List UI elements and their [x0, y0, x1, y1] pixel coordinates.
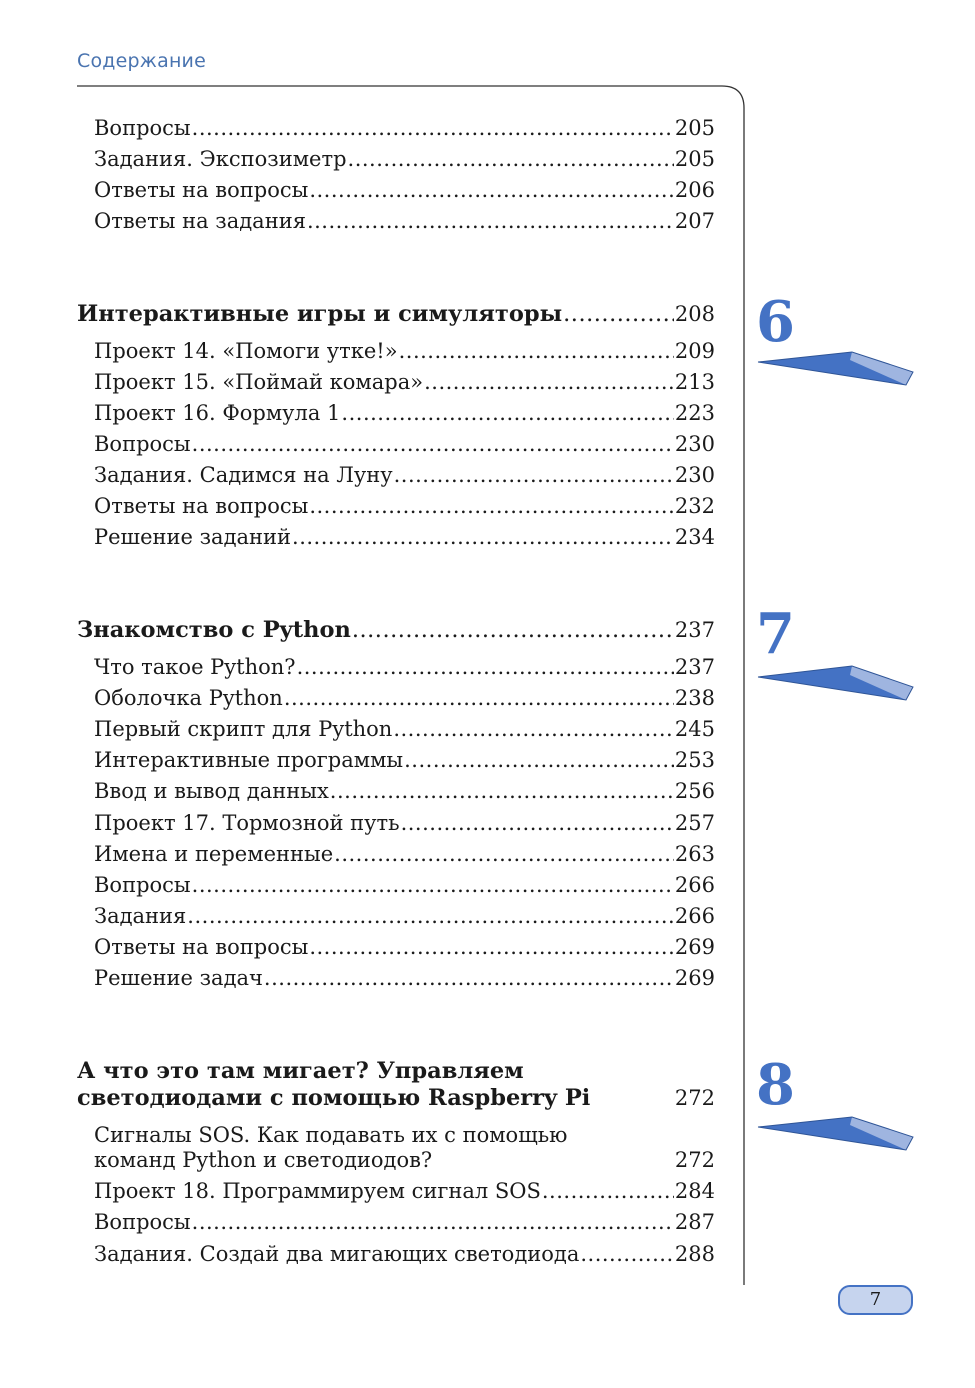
running-header: Содержание	[77, 50, 206, 72]
toc-entry[interactable]: Вопросы ..... 205	[94, 116, 715, 140]
chapter-6-number: 6	[756, 289, 795, 355]
toc-entry[interactable]: Вопросы ..... 266	[94, 873, 715, 897]
toc-entry[interactable]: Задания. Создай два мигающих светодиода ..... 288	[94, 1242, 715, 1266]
chapter-8-number: 8	[756, 1052, 795, 1118]
toc-entry[interactable]: Проект 14. «Помоги утке!» ..... 209	[94, 339, 715, 363]
toc-entry[interactable]: Вопросы ..... 287	[94, 1210, 715, 1234]
toc-entry[interactable]: Проект 18. Программируем сигнал SOS ..... 284	[94, 1179, 715, 1203]
toc-entry[interactable]: Задания. Садимся на Луну ..... 230	[94, 463, 715, 487]
toc-entry[interactable]: Проект 15. «Поймай комара» ..... 213	[94, 370, 715, 394]
chapter-7-number: 7	[756, 601, 795, 667]
chapter-8-heading[interactable]: А что это там мигает? Управляем светодиодами с помощью Raspberry Pi 272	[77, 1058, 715, 1111]
toc-entry[interactable]: Ввод и вывод данных ..... 256	[94, 779, 715, 803]
toc-entry[interactable]: Ответы на задания ..... 207	[94, 209, 715, 233]
toc-entry[interactable]: Имена и переменные ..... 263	[94, 842, 715, 866]
toc-entry[interactable]: Ответы на вопросы ..... 206	[94, 178, 715, 202]
toc-entry[interactable]: Первый скрипт для Python ..... 245	[94, 717, 715, 741]
chapter-tab-8-shape	[758, 1117, 913, 1150]
chapter-6-heading[interactable]: Интерактивные игры и симуляторы ..... 208	[77, 302, 715, 326]
toc-entry[interactable]: Сигналы SOS. Как подавать их с помощью команд Python и светодиодов? 272	[94, 1123, 715, 1172]
toc-entry[interactable]: Задания. Экспозиметр ..... 205	[94, 147, 715, 171]
toc-entry[interactable]: Проект 16. Формула 1 ..... 223	[94, 401, 715, 425]
toc-entry[interactable]: Проект 17. Тормозной путь ..... 257	[94, 811, 715, 835]
chapter-tab-7-shape	[758, 666, 913, 700]
toc-entry[interactable]: Решение заданий ..... 234	[94, 525, 715, 549]
toc-entry[interactable]: Задания ..... 266	[94, 904, 715, 928]
toc-entry[interactable]: Интерактивные программы ..... 253	[94, 748, 715, 772]
toc-entry[interactable]: Оболочка Python ..... 238	[94, 686, 715, 710]
toc-entry[interactable]: Решение задач ..... 269	[94, 966, 715, 990]
chapter-7-heading[interactable]: Знакомство с Python ..... 237	[77, 618, 715, 642]
toc-entry[interactable]: Вопросы ..... 230	[94, 432, 715, 456]
chapter-tab-6-shape	[758, 352, 913, 385]
page-number-badge: 7	[838, 1285, 913, 1315]
toc-entry[interactable]: Что такое Python? ..... 237	[94, 655, 715, 679]
toc-entry[interactable]: Ответы на вопросы ..... 269	[94, 935, 715, 959]
toc-entry[interactable]: Ответы на вопросы ..... 232	[94, 494, 715, 518]
